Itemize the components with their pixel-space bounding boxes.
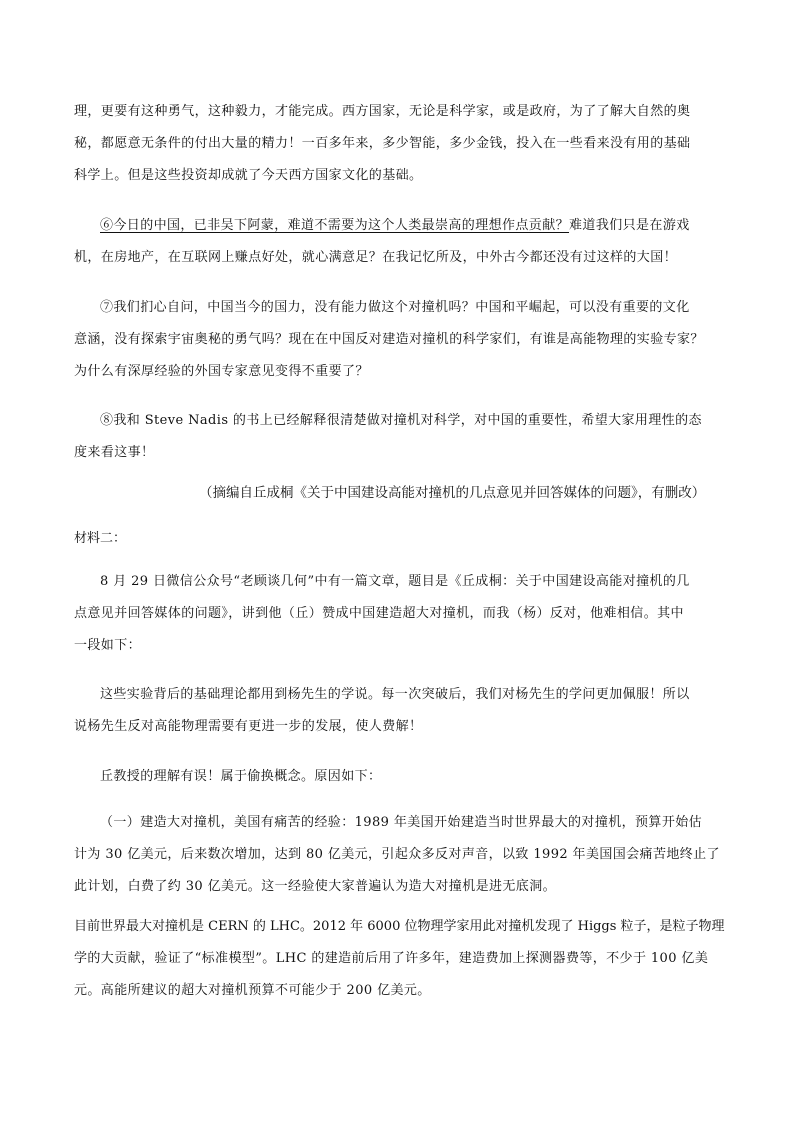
text-line: 丘教授的理解有误！属于偷换概念。原因如下： [100, 769, 382, 784]
underlined-sentence: ⑥今日的中国，已非吴下阿蒙，难道不需要为这个人类最崇高的理想作点贡献？ [100, 218, 570, 233]
text-line: 度来看这事！ [74, 445, 155, 460]
point-one-paragraph [74, 807, 734, 903]
lhc-paragraph [74, 911, 734, 1007]
text-line: ⑦我们扪心自问，中国当今的国力，没有能力做这个对撞机吗？中国和平崛起，可以没有重要的文化 [100, 300, 690, 315]
text-line: 秘，都愿意无条件的付出大量的精力！一百多年来，多少智能，多少金钱，投入在一些看来没有用的基础 [74, 136, 691, 151]
text-line: 科学上。但是这些投资却成就了今天西方国家文化的基础。 [74, 168, 423, 183]
text-line: 元。高能所建议的超大对撞机预算不可能少于 200 亿美元。 [74, 983, 431, 998]
reply-paragraph [74, 761, 734, 793]
text-line: 此计划，白费了约 30 亿美元。这一经验使大家普遍认为造大对撞机是进无底洞。 [74, 879, 557, 894]
text-line: 一段如下： [74, 638, 142, 653]
text-line: （一）建造大对撞机，美国有痛苦的经验：1989 年美国开始建造当时世界最大的对撞机，预算开始估 [100, 815, 703, 830]
paragraph-8 [74, 405, 734, 469]
text-line: ⑧我和 Steve Nadis 的书上已经解释很清楚做对撞机对科学，对中国的重要性，希望大家用理性的态 [100, 413, 702, 428]
text-line: 意涵，没有探索宇宙奥秘的勇气吗？现在在中国反对建造对撞机的科学家们，有谁是高能物理的实验专家？ [74, 332, 704, 347]
text-fragment: 难道我们只是在游戏 [569, 218, 690, 233]
source-citation: （摘编自丘成桐《关于中国建设高能对撞机的几点意见并回答媒体的问题》，有删改） [199, 485, 706, 501]
text-line: 8 月 29 日微信公众号“老顾谈几何”中有一篇文章，题目是《丘成桐：关于中国建设高能对撞机的几 [100, 574, 690, 589]
material-2-intro [74, 566, 734, 662]
text-line: 点意见并回答媒体的问题》，讲到他（丘）赞成中国建造超大对撞机，而我（杨）反对，他难相信。其中 [74, 606, 684, 621]
text-line: 理，更要有这种勇气，这种毅力，才能完成。西方国家，无论是科学家，或是政府，为了了解大自然的奥 [74, 104, 691, 119]
text-line: 说杨先生反对高能物理需要有更进一步的发展，使人费解！ [74, 719, 423, 734]
text-line: 机，在房地产，在互联网上赚点好处，就心满意足？在我记忆所及，中外古今都还没有过这样的大国！ [74, 250, 678, 265]
material-2-label: 材料二： [74, 531, 127, 546]
paragraph-6 [74, 210, 734, 274]
text-line: 这些实验背后的基础理论都用到杨先生的学说。每一次突破后，我们对杨先生的学问更加佩服！所以 [100, 687, 690, 702]
paragraph-continuation [74, 96, 734, 192]
quoted-passage [74, 679, 734, 743]
text-line: 为什么有深厚经验的外国专家意见变得不重要了？ [74, 364, 369, 379]
text-line: 计为 30 亿美元，后来数次增加，达到 80 亿美元，引起众多反对声音，以致 1992 年美国国会痛苦地终止了 [74, 847, 720, 862]
text-line: 学的大贡献，验证了“标准模型”。LHC 的建造前后用了许多年，建造费加上探测器费等，不少于 100 亿美 [74, 951, 709, 966]
text-line [74, 210, 734, 242]
text-line: 目前世界最大对撞机是 CERN 的 LHC。2012 年 6000 位物理学家用此对撞机发现了 Higgs 粒子，是粒子物理 [74, 919, 725, 934]
paragraph-7 [74, 292, 734, 388]
